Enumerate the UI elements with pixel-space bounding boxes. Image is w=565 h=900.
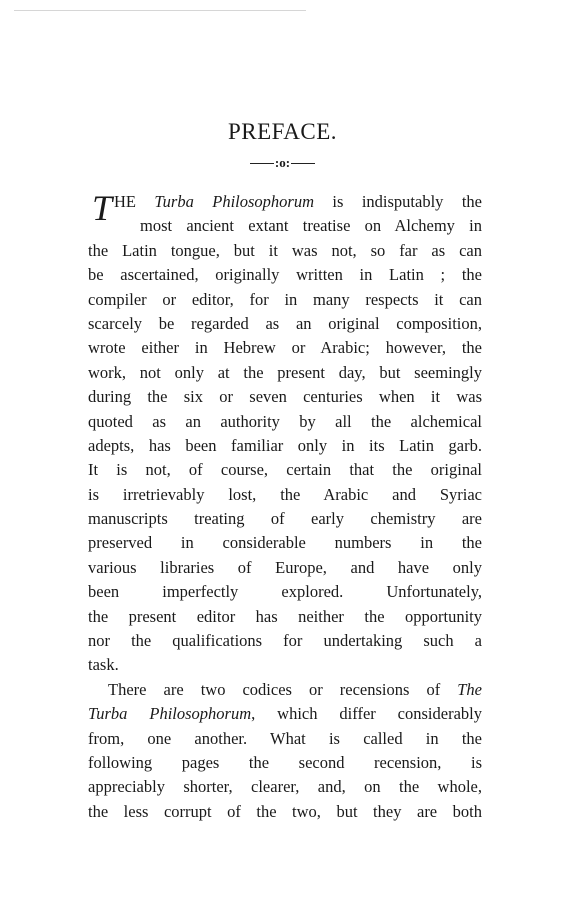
- text-line: appreciably shorter, clearer, and, on the whole,: [88, 777, 482, 797]
- text-line: adepts, has been familiar only in its Latin garb.: [88, 435, 482, 455]
- text-line: task.: [88, 655, 119, 675]
- text-line: It is not, of course, certain that the original: [88, 460, 482, 480]
- text-line: be ascertained, originally written in Latin ; the: [88, 265, 482, 285]
- ornament-dash-right: [291, 163, 315, 164]
- preface-text: [88, 190, 482, 824]
- italic-title: Turba Philosophorum: [154, 192, 315, 211]
- text-line: nor the qualifications for undertaking such a: [88, 631, 482, 651]
- text-line: wrote either in Hebrew or Arabic; however, the: [88, 338, 482, 358]
- text-segment: There are two codices or recensions of: [108, 679, 458, 699]
- text-line: from, one another. What is called in the: [88, 728, 482, 748]
- ornament-center: :o:: [274, 155, 291, 170]
- text-line: been imperfectly explored. Unfortunately,: [88, 582, 482, 602]
- text-segment: HE: [114, 192, 155, 211]
- text-line: [88, 190, 482, 214]
- text-line: preserved in considerable numbers in the: [88, 533, 482, 553]
- text-line: the Latin tongue, but it was not, so far as can: [88, 240, 482, 260]
- text-line: manuscripts treating of early chemistry are: [88, 509, 482, 529]
- text-line: [88, 702, 482, 726]
- text-line: [88, 678, 482, 702]
- italic-title: Turba Philosophorum: [88, 704, 252, 724]
- text-line: the less corrupt of the two, but they are both: [88, 801, 482, 821]
- text-segment: , which differ considerably: [251, 704, 482, 724]
- text-line: various libraries of Europe, and have only: [88, 557, 482, 577]
- page-heading: PREFACE.: [227, 119, 338, 144]
- text-line: scarcely be regarded as an original composition,: [88, 313, 482, 333]
- text-line: is irretrievably lost, the Arabic and Syriac: [88, 484, 482, 504]
- top-rule: [14, 10, 306, 11]
- text-line: quoted as an authority by all the alchemical: [88, 411, 482, 431]
- text-segment: is indisputably the: [314, 192, 482, 211]
- text-line: the present editor has neither the opportunity: [88, 606, 482, 626]
- drop-cap: T: [92, 188, 113, 228]
- text-line: during the six or seven centuries when it was: [88, 387, 482, 407]
- heading-ornament: [0, 155, 565, 171]
- text-line: following pages the second recension, is: [88, 752, 482, 772]
- text-line: work, not only at the present day, but seemingly: [88, 362, 482, 382]
- text-line: most ancient extant treatise on Alchemy in: [140, 216, 482, 236]
- italic-title: The: [457, 679, 482, 699]
- text-line: compiler or editor, for in many respects it can: [88, 289, 482, 309]
- ornament-dash-left: [250, 163, 274, 164]
